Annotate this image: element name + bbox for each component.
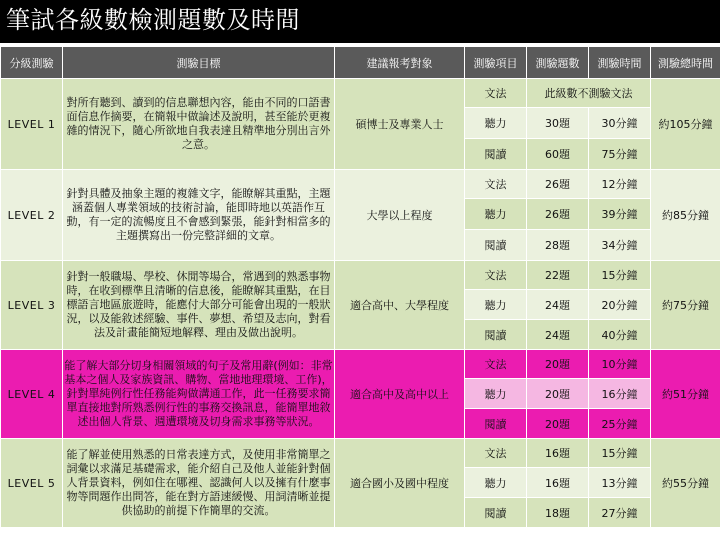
header-row [1,47,720,79]
level-audience: 大學以上程度 [335,170,465,261]
item-name: 聽力 [465,290,527,320]
item-time: 27分鐘 [589,498,651,528]
header-time: 測驗時間 [589,47,651,79]
item-count: 18題 [527,498,589,528]
level-goal: 對所有聽到、讀到的信息聯想內容，能由不同的口語書面信息作摘要，在簡報中做論述及說明，甚至能於更複雜的情況下，隨心所欲地自我表達且精準地分別出言外之意。 [63,79,335,170]
item-time: 15分鐘 [589,261,651,290]
level-goal: 針對具體及抽象主題的複雜文字，能瞭解其重點，主題涵蓋個人專業領域的技術討論，能即時地以英語作互動，有一定的流暢度且不會感到緊張，能針對相當多的主題撰寫出一份完整詳細的文章。 [63,170,335,261]
level-audience: 適合高中、大學程度 [335,261,465,350]
exam-table [0,46,720,528]
item-name: 文法 [465,170,527,199]
table-row [1,261,720,290]
item-time: 30分鐘 [589,108,651,139]
level-audience: 碩博士及專業人士 [335,79,465,170]
level-label: LEVEL 2 [1,170,63,261]
level-total-time: 約105分鐘 [651,79,720,170]
item-count: 16題 [527,468,589,498]
item-time: 10分鐘 [589,350,651,379]
table-row [1,79,720,108]
level-label: LEVEL 5 [1,439,63,528]
item-time: 34分鐘 [589,230,651,261]
item-name: 聽力 [465,379,527,409]
level-goal: 針對一般職場、學校、休閒等場合，常遇到的熟悉事物時，在收到標準且清晰的信息後，能瞭解其重點，在目標語言地區旅遊時，能應付大部分可能會出現的一般狀況，以及能敘述經驗、事件、夢想、希望及志向，對看法及計畫能簡短地解釋、理由及做出說明。 [63,261,335,350]
item-name: 聽力 [465,199,527,230]
level-total-time: 約75分鐘 [651,261,720,350]
item-time: 13分鐘 [589,468,651,498]
item-count: 20題 [527,379,589,409]
item-time: 25分鐘 [589,409,651,439]
item-name: 文法 [465,439,527,468]
header-level: 分級測驗 [1,47,63,79]
level-goal: 能了解大部分切身相關領域的句子及常用辭(例如：非常基本之個人及家族資訊、購物、當地地理環境、工作)，針對單純例行性任務能夠做溝通工作，此一任務要求簡單直接地對所熟悉例行性的事務交換訊息，能簡單地敘述出個人背景、週遭環境及切身需求事務等狀況。 [63,350,335,439]
item-name: 閱讀 [465,230,527,261]
header-goal: 測驗目標 [63,47,335,79]
item-name: 閱讀 [465,320,527,350]
item-time: 16分鐘 [589,379,651,409]
page-title: 筆試各級數檢測題數及時間 [0,0,720,43]
item-count: 此級數不測驗文法 [527,79,651,108]
item-count: 16題 [527,439,589,468]
item-time: 15分鐘 [589,439,651,468]
level-label: LEVEL 4 [1,350,63,439]
item-time: 12分鐘 [589,170,651,199]
item-time: 75分鐘 [589,139,651,170]
item-time: 20分鐘 [589,290,651,320]
table-row [1,350,720,379]
item-name: 文法 [465,350,527,379]
level-total-time: 約51分鐘 [651,350,720,439]
level-goal: 能了解並使用熟悉的日常表達方式，及使用非常簡單之詞彙以求滿足基礎需求，能介紹自己及他人並能針對個人背景資料，例如住在哪裡、認識何人以及擁有什麼事物等問題作出問答，能在對方語速緩慢、用詞清晰並提供協助的前提下作簡單的交流。 [63,439,335,528]
level-label: LEVEL 3 [1,261,63,350]
item-count: 26題 [527,170,589,199]
item-count: 24題 [527,290,589,320]
item-name: 閱讀 [465,139,527,170]
item-count: 28題 [527,230,589,261]
level-label: LEVEL 1 [1,79,63,170]
table-row [1,439,720,468]
level-total-time: 約55分鐘 [651,439,720,528]
item-count: 26題 [527,199,589,230]
header-audience: 建議報考對象 [335,47,465,79]
item-count: 20題 [527,350,589,379]
level-audience: 適合高中及高中以上 [335,350,465,439]
level-total-time: 約85分鐘 [651,170,720,261]
item-name: 閱讀 [465,498,527,528]
item-time: 40分鐘 [589,320,651,350]
item-name: 聽力 [465,108,527,139]
item-time: 39分鐘 [589,199,651,230]
item-count: 24題 [527,320,589,350]
item-name: 文法 [465,261,527,290]
item-count: 20題 [527,409,589,439]
item-name: 閱讀 [465,409,527,439]
table-row [1,170,720,199]
header-count: 測驗題數 [527,47,589,79]
item-name: 文法 [465,79,527,108]
item-count: 22題 [527,261,589,290]
item-name: 聽力 [465,468,527,498]
item-count: 60題 [527,139,589,170]
header-item: 測驗項目 [465,47,527,79]
header-total: 測驗總時間 [651,47,720,79]
level-audience: 適合國小及國中程度 [335,439,465,528]
item-count: 30題 [527,108,589,139]
